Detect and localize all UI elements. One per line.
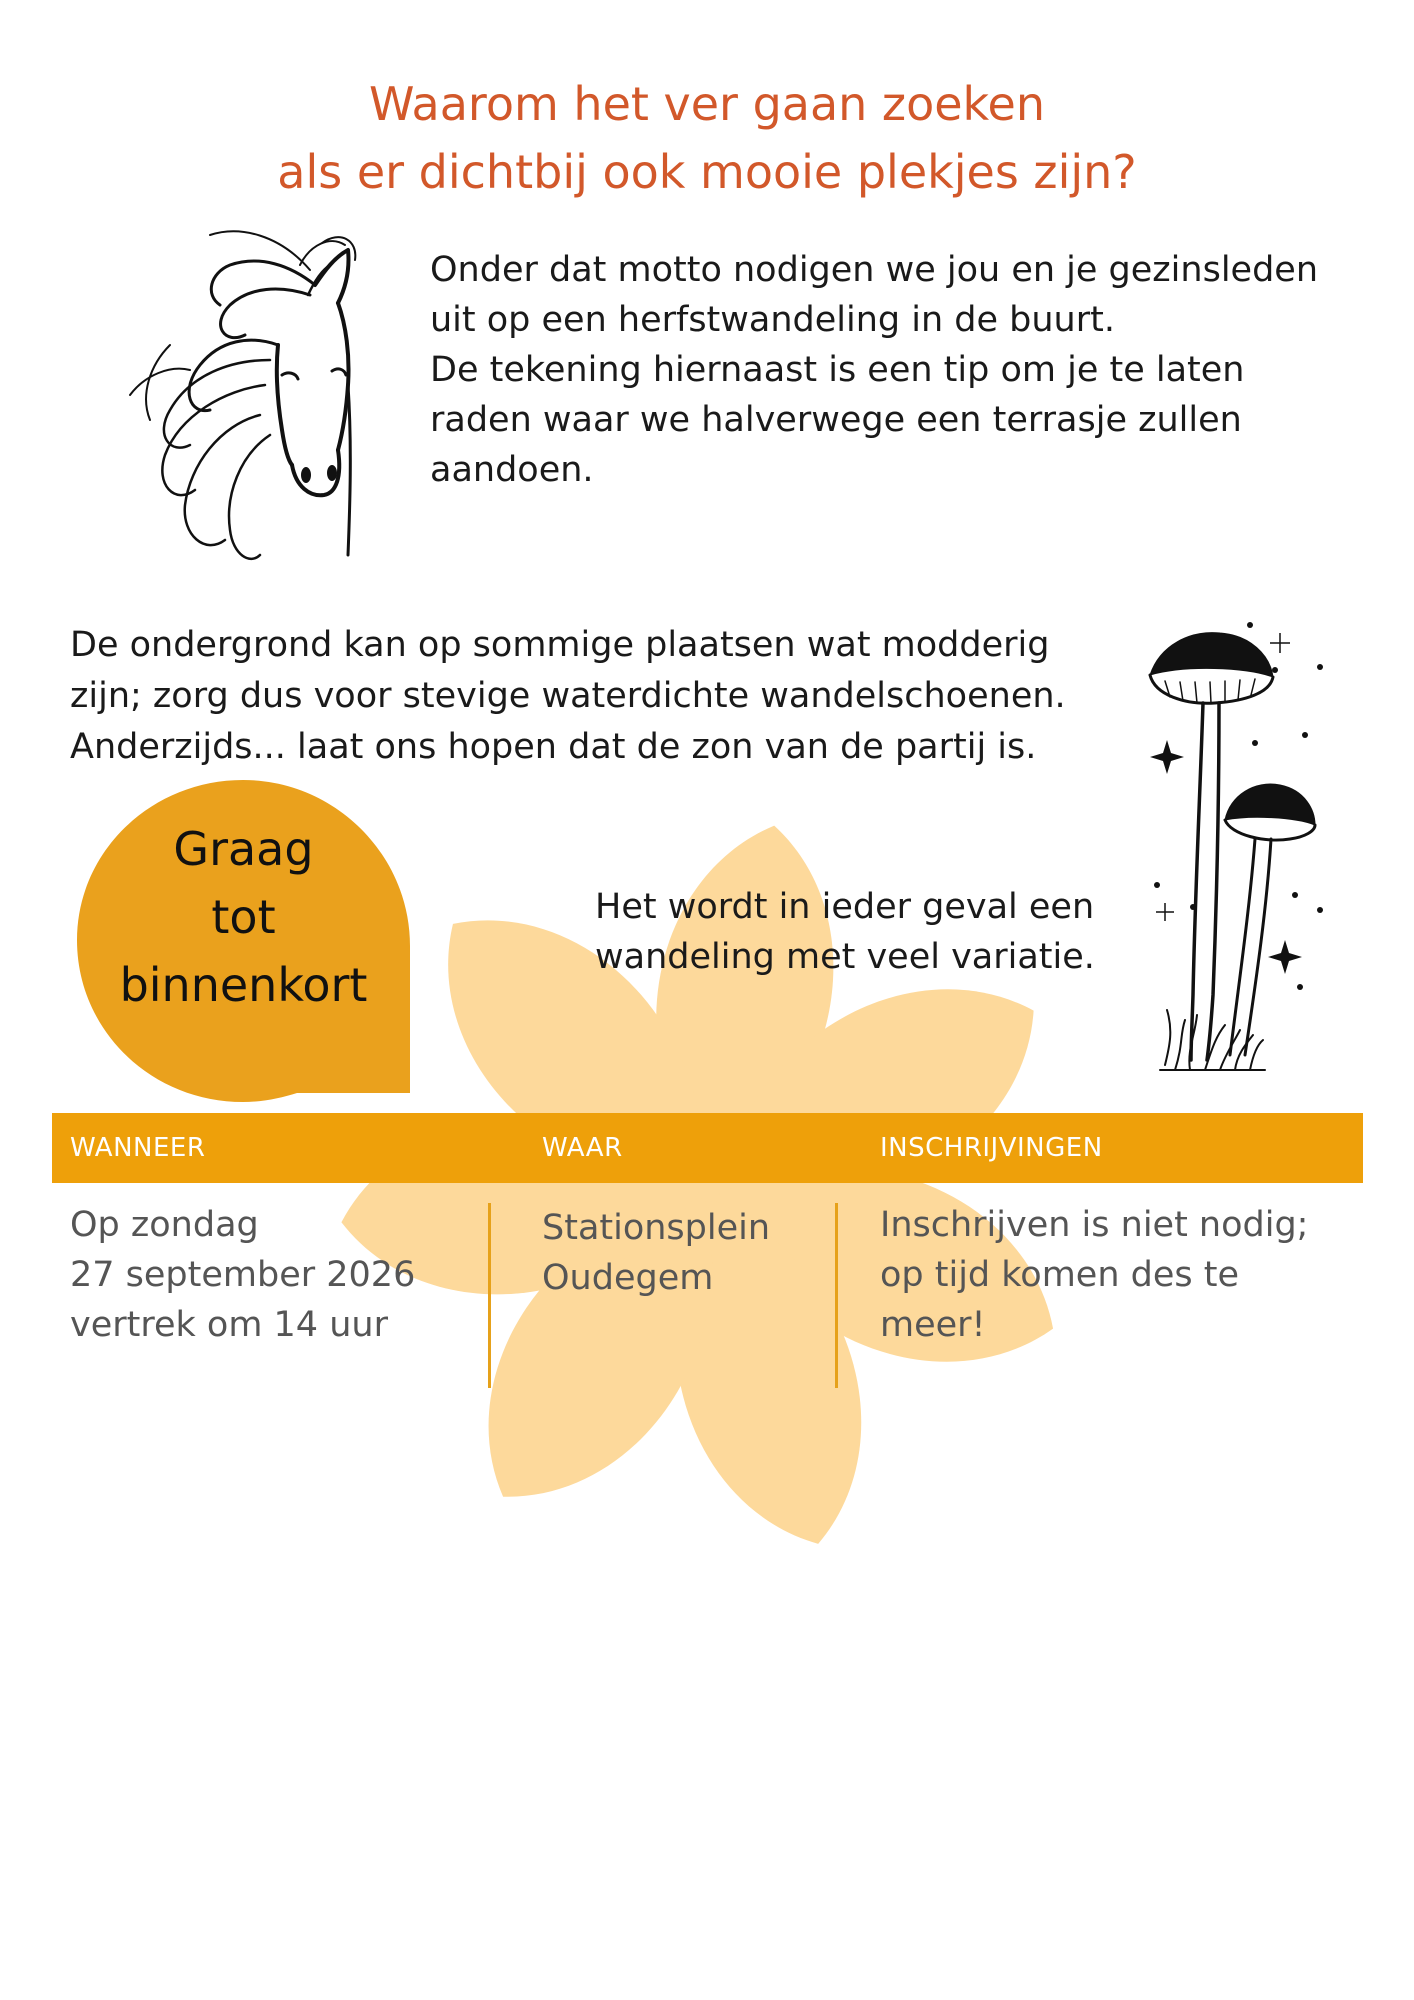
registration-line: Inschrijven is niet nodig; <box>880 1205 1309 1245</box>
details-line: De ondergrond kan op sommige plaatsen wat modderig <box>70 625 1050 665</box>
horse-head-icon <box>110 225 360 570</box>
mushrooms-icon <box>1145 615 1345 1095</box>
column-divider <box>835 1203 838 1388</box>
when-header: WANNEER <box>70 1133 206 1163</box>
title-line-1: Waarom het ver gaan zoeken <box>369 77 1045 131</box>
bubble-line: tot <box>211 890 276 944</box>
registration-line: meer! <box>880 1305 986 1345</box>
registration-line: op tijd komen des te <box>880 1255 1240 1295</box>
where-line: Oudegem <box>542 1258 714 1298</box>
info-header-bar <box>52 1113 1363 1183</box>
column-divider <box>488 1203 491 1388</box>
when-line: Op zondag <box>70 1205 259 1245</box>
where-column <box>542 1203 842 1303</box>
intro-line: Onder dat motto nodigen we jou en je gezinsleden <box>430 250 1319 290</box>
where-line: Stationsplein <box>542 1208 771 1248</box>
when-column <box>70 1200 490 1350</box>
details-paragraph <box>70 620 1130 773</box>
intro-line: De tekening hiernaast is een tip om je te laten <box>430 350 1245 390</box>
registration-column <box>880 1200 1360 1350</box>
when-line: vertrek om 14 uur <box>70 1305 388 1345</box>
variety-text <box>595 882 1155 982</box>
variety-line: Het wordt in ieder geval een <box>595 887 1095 927</box>
intro-line: raden waar we halverwege een terrasje zullen <box>430 400 1242 440</box>
intro-line: uit op een herfstwandeling in de buurt. <box>430 300 1115 340</box>
intro-line: aandoen. <box>430 450 594 490</box>
bubble-line: Graag <box>173 822 314 876</box>
variety-line: wandeling met veel variatie. <box>595 937 1095 977</box>
bubble-line: binnenkort <box>119 958 368 1012</box>
title-line-2: als er dichtbij ook mooie plekjes zijn? <box>277 145 1137 199</box>
registration-header: INSCHRIJVINGEN <box>880 1133 1103 1163</box>
page-title <box>0 70 1414 206</box>
when-line: 27 september 2026 <box>70 1255 416 1295</box>
where-header: WAAR <box>542 1133 623 1163</box>
details-line: Anderzijds... laat ons hopen dat de zon van de partij is. <box>70 727 1037 767</box>
intro-paragraph <box>430 245 1370 495</box>
details-line: zijn; zorg dus voor stevige waterdichte wandelschoenen. <box>70 676 1066 716</box>
bubble-text <box>77 815 410 1019</box>
